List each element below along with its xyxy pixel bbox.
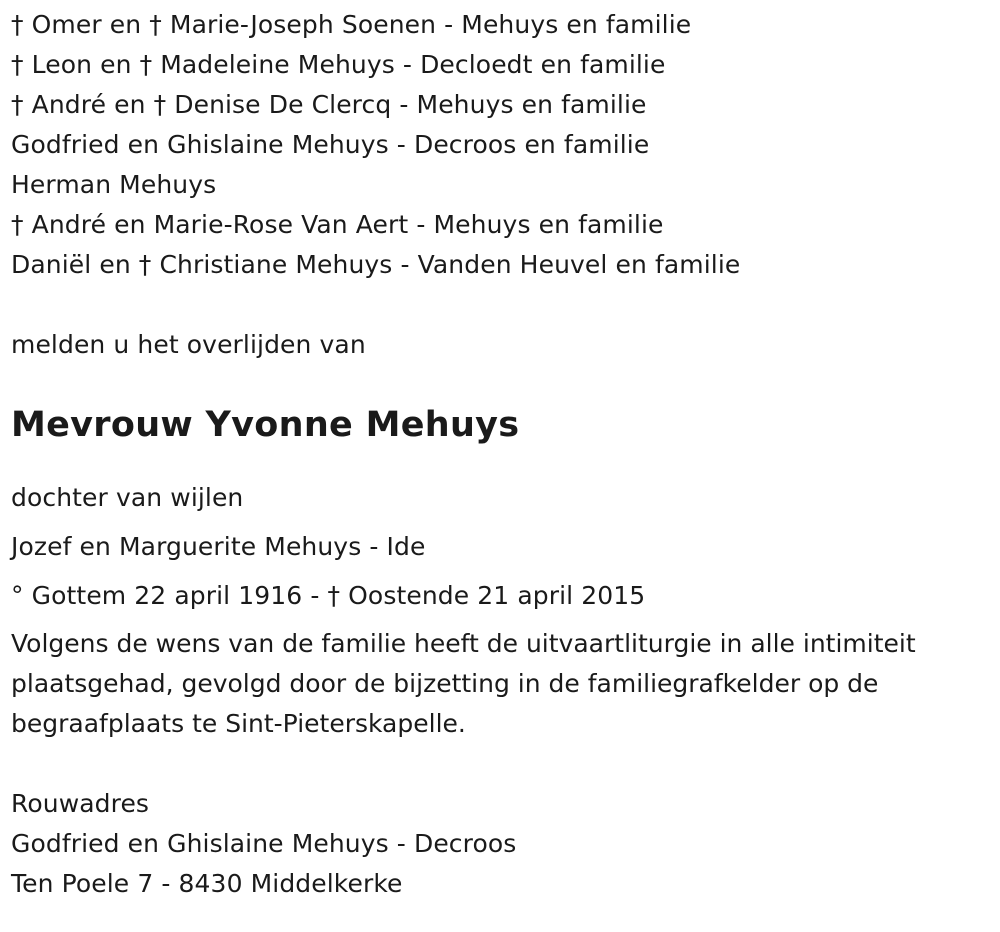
- family-line: Daniël en † Christiane Mehuys - Vanden Heuvel en familie: [11, 250, 741, 279]
- family-list: [11, 5, 1000, 285]
- family-line: † Leon en † Madeleine Mehuys - Decloedt en familie: [11, 50, 666, 79]
- announcement-text: melden u het overlijden van: [11, 330, 366, 359]
- address-street: Ten Poele 7 - 8430 Middelkerke: [11, 869, 403, 898]
- family-line: Godfried en Ghislaine Mehuys - Decroos en familie: [11, 130, 650, 159]
- address-label: Rouwadres: [11, 789, 150, 818]
- family-line: Herman Mehuys: [11, 170, 217, 199]
- parents-names: Jozef en Marguerite Mehuys - Ide: [11, 532, 426, 561]
- family-line: † André en † Denise De Clercq - Mehuys en familie: [11, 90, 647, 119]
- funeral-message: Volgens de wens van de familie heeft de uitvaartliturgie in alle intimiteit plaatsgehad, gevolgd door de bijzetting in de familiegrafkelder op de begraafplaats te Sint-Pieterskapelle.: [11, 629, 916, 738]
- family-line: † André en Marie-Rose Van Aert - Mehuys en familie: [11, 210, 664, 239]
- parent-intro-text: dochter van wijlen: [11, 483, 244, 512]
- address-names: Godfried en Ghislaine Mehuys - Decroos: [11, 829, 517, 858]
- spacer: [11, 744, 1000, 784]
- deceased-name-heading: Mevrouw Yvonne Mehuys: [11, 405, 520, 445]
- family-line: † Omer en † Marie-Joseph Soenen - Mehuys en familie: [11, 10, 692, 39]
- spacer: [11, 285, 1000, 325]
- condolence-address: [11, 784, 1000, 904]
- birth-death-dates: ° Gottem 22 april 1916 - † Oostende 21 april 2015: [11, 581, 646, 610]
